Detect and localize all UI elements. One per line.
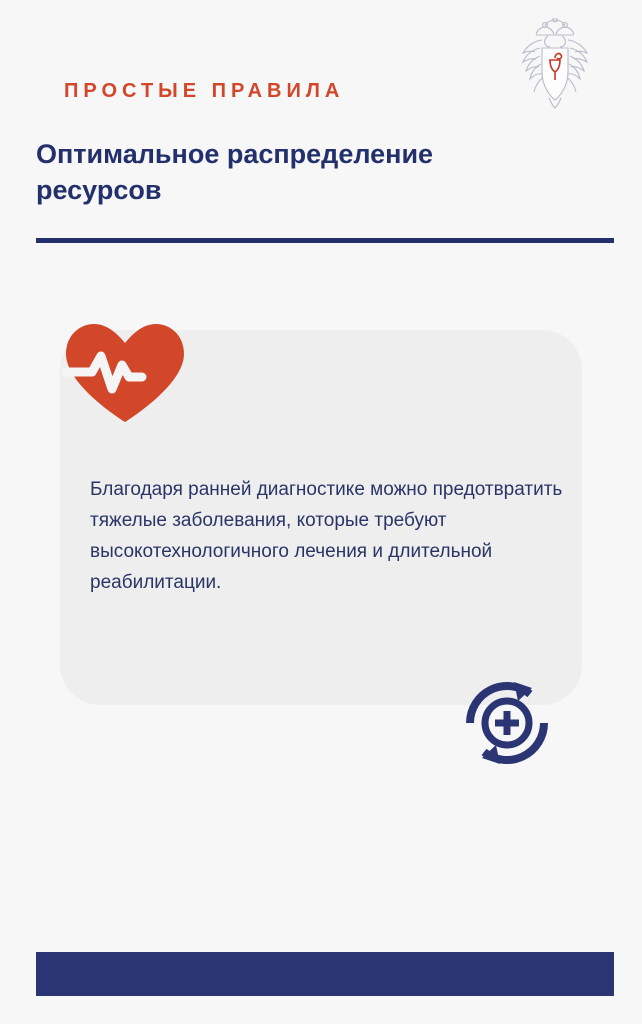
emblem	[512, 18, 598, 110]
divider-rule	[36, 238, 614, 243]
kicker-label: ПРОСТЫЕ ПРАВИЛА	[64, 80, 345, 102]
card-body-text: Благодаря ранней диагностике можно предотвратить тяжелые заболевания, которые требуют высокотехнологичного лечения и длительной реабилитации.	[90, 479, 563, 593]
heart-pulse-icon	[62, 320, 188, 424]
footer-bar	[36, 952, 614, 996]
medical-plus-cycle-icon	[452, 668, 562, 778]
page-title: Оптимальное распределение ресурсов	[36, 139, 434, 205]
